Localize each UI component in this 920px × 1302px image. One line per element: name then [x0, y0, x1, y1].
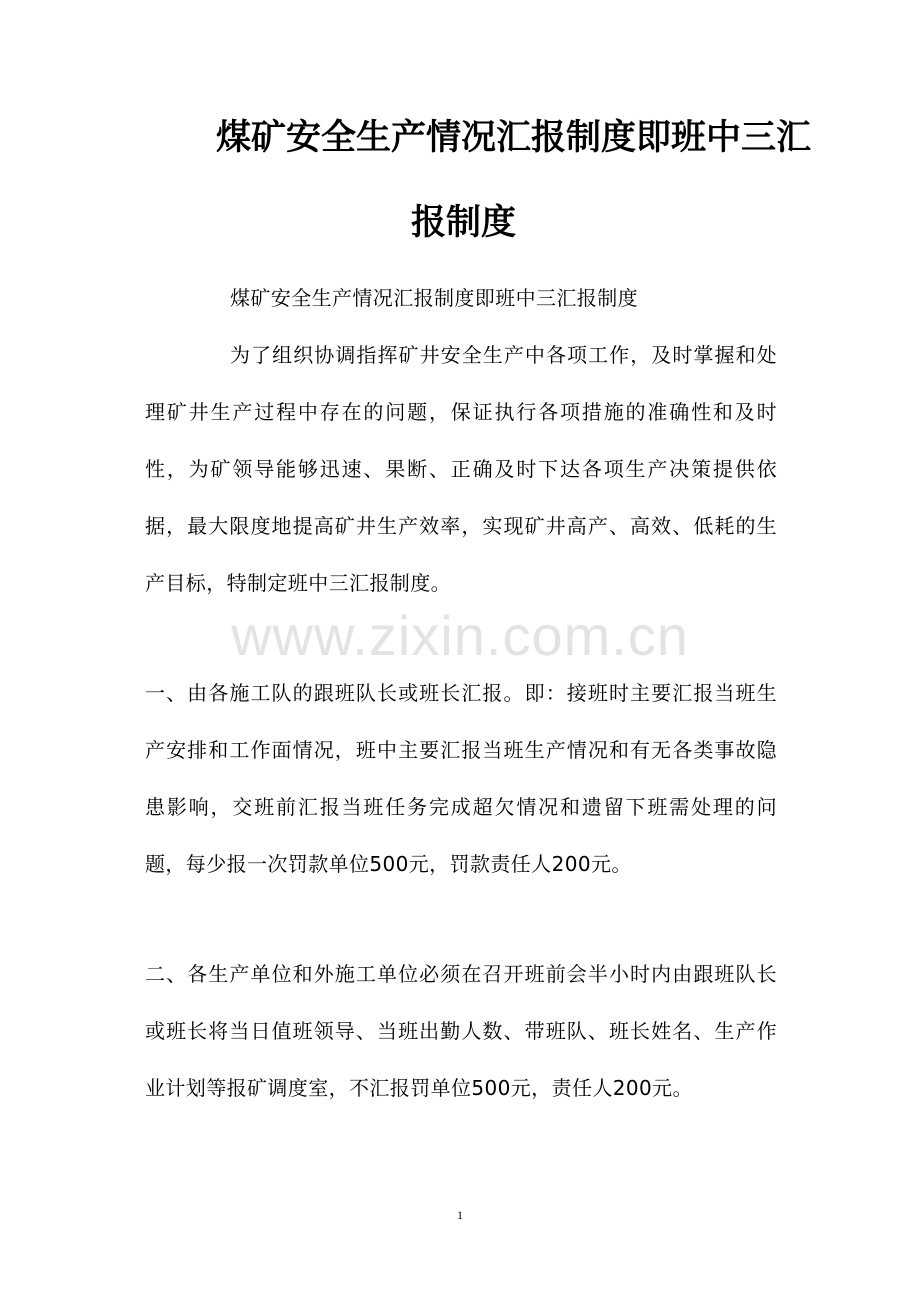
document-title-line-1: 煤矿安全生产情况汇报制度即班中三汇: [216, 118, 812, 158]
intro-paragraph: 为了组织协调指挥矿井安全生产中各项工作，及时掌握和处理矿井生产过程中存在的问题，保证执行各项措施的准确性和及时性，为矿领导能够迅速、果断、正确及时下达各项生产决策提供依据，最大限度地提高矿井生产效率，实现矿井高产、高效、低耗的生产目标，特制定班中三汇报制度。: [145, 343, 777, 595]
section-1-paragraph: 一、由各施工队的跟班队长或班长汇报。即：接班时主要汇报当班生产安排和工作面情况，班中主要汇报当班生产情况和有无各类事故隐患影响，交班前汇报当班任务完成超欠情况和遗留下班需处理的问题，每少报一次罚款单位500元，罚款责任人200元。: [145, 681, 777, 876]
document-title-line-2: 报制度: [411, 203, 517, 243]
document-subtitle: 煤矿安全生产情况汇报制度即班中三汇报制度: [230, 286, 638, 310]
page-number: 1: [457, 1208, 463, 1222]
section-2-paragraph: 二、各生产单位和外施工单位必须在召开班前会半小时内由跟班队长或班长将当日值班领导、当班出勤人数、带班队、班长姓名、生产作业计划等报矿调度室，不汇报罚单位500元，责任人200元。: [145, 962, 777, 1100]
watermark-text: www.zixin.com.cn: [231, 604, 689, 667]
